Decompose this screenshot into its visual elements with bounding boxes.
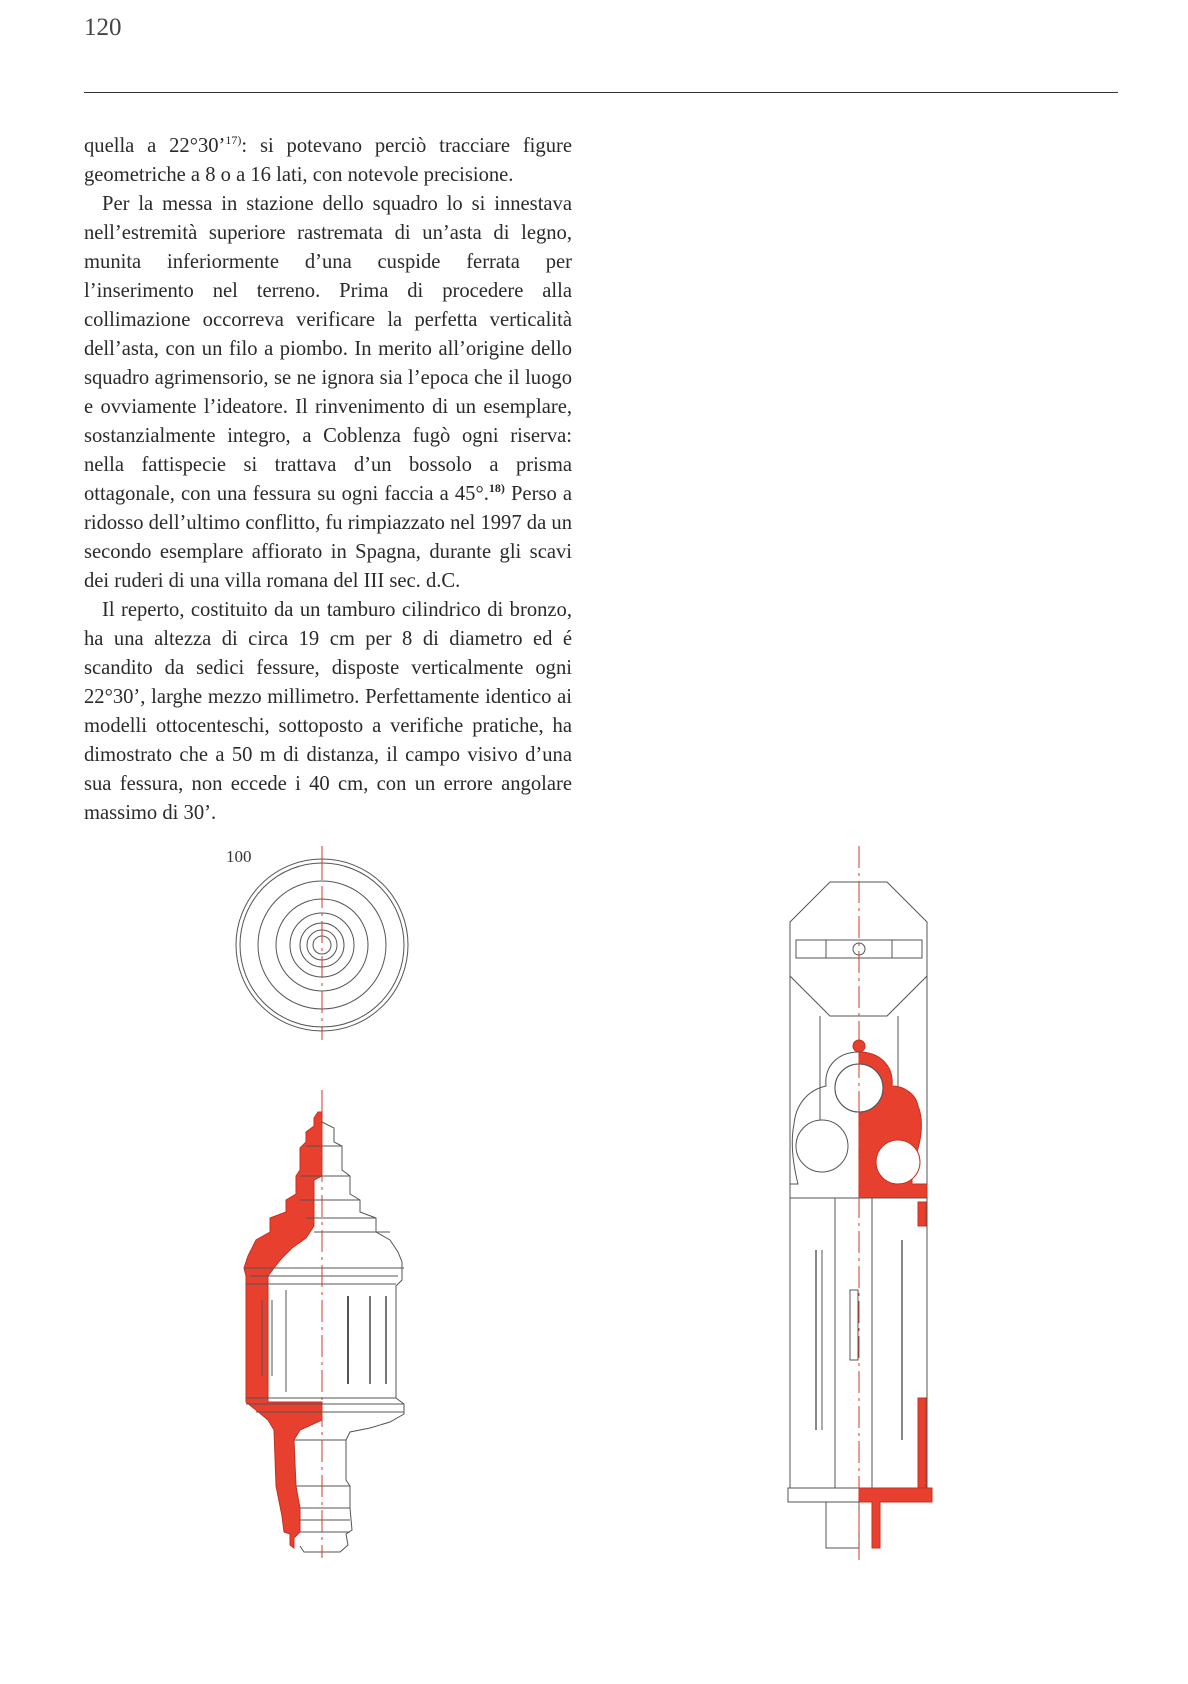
footnote-ref-17: 17) bbox=[225, 133, 242, 147]
figure-label: 100 bbox=[226, 847, 252, 866]
page-number: 120 bbox=[84, 14, 122, 41]
footnote-ref-18: 18) bbox=[488, 481, 505, 495]
section-left-red bbox=[244, 1112, 322, 1548]
paragraph-3: Il reperto, costituito da un tamburo cilindrico di bronzo, ha una altezza di circa 19 cm per 8 di diametro ed é scandito da sedici fessure, disposte verticalmente ogni 22°30’, larghe mezzo millimetro. Perfettamente identico ai modelli ottocenteschi, sottoposto a verifiche pratiche, ha dimostrato che a 50 m di distanza, il campo visivo d’una sua fessura, non eccede i 40 cm, con un errore angolare massimo di 30’. bbox=[84, 599, 572, 824]
paragraph-2: Per la messa in stazione dello squadro lo si innestava nell’estremità superiore rastremata di un’asta di legno, munita inferiormente d’una cuspide ferrata per l’inserimento nel terreno. Prima di procedere alla collimazione occorreva verificare la perfetta verticalità dell’asta, con un filo a piombo. In merito all’origine dello squadro agrimensorio, se ne ignora sia l’epoca che il luogo e ovviamente l’ideatore. Il rinvenimento di un esemplare, sostanzialmente integro, a Coblenza fugò ogni riserva: nella fattispecie si trattava d’un bossolo a prisma ottagonale, con una fessura su ogni faccia a 45°.$^{18)}$ Perso a ridosso dell’ultimo conflitto, fu rimpiazzato nel 1997 da un secondo esemplare affiorato in Spagna, durante gli scavi dei ruderi di una villa romana del III sec. d.C. bbox=[84, 193, 573, 592]
paragraph-1: quella a 22°30’$^{17)}$: si potevano perciò tracciare figure geometriche a 8 o a 16 lati, con notevole precisione. bbox=[84, 133, 572, 186]
elevation-drawing bbox=[244, 1112, 404, 1552]
cylinder-section-drawing bbox=[788, 1040, 932, 1548]
